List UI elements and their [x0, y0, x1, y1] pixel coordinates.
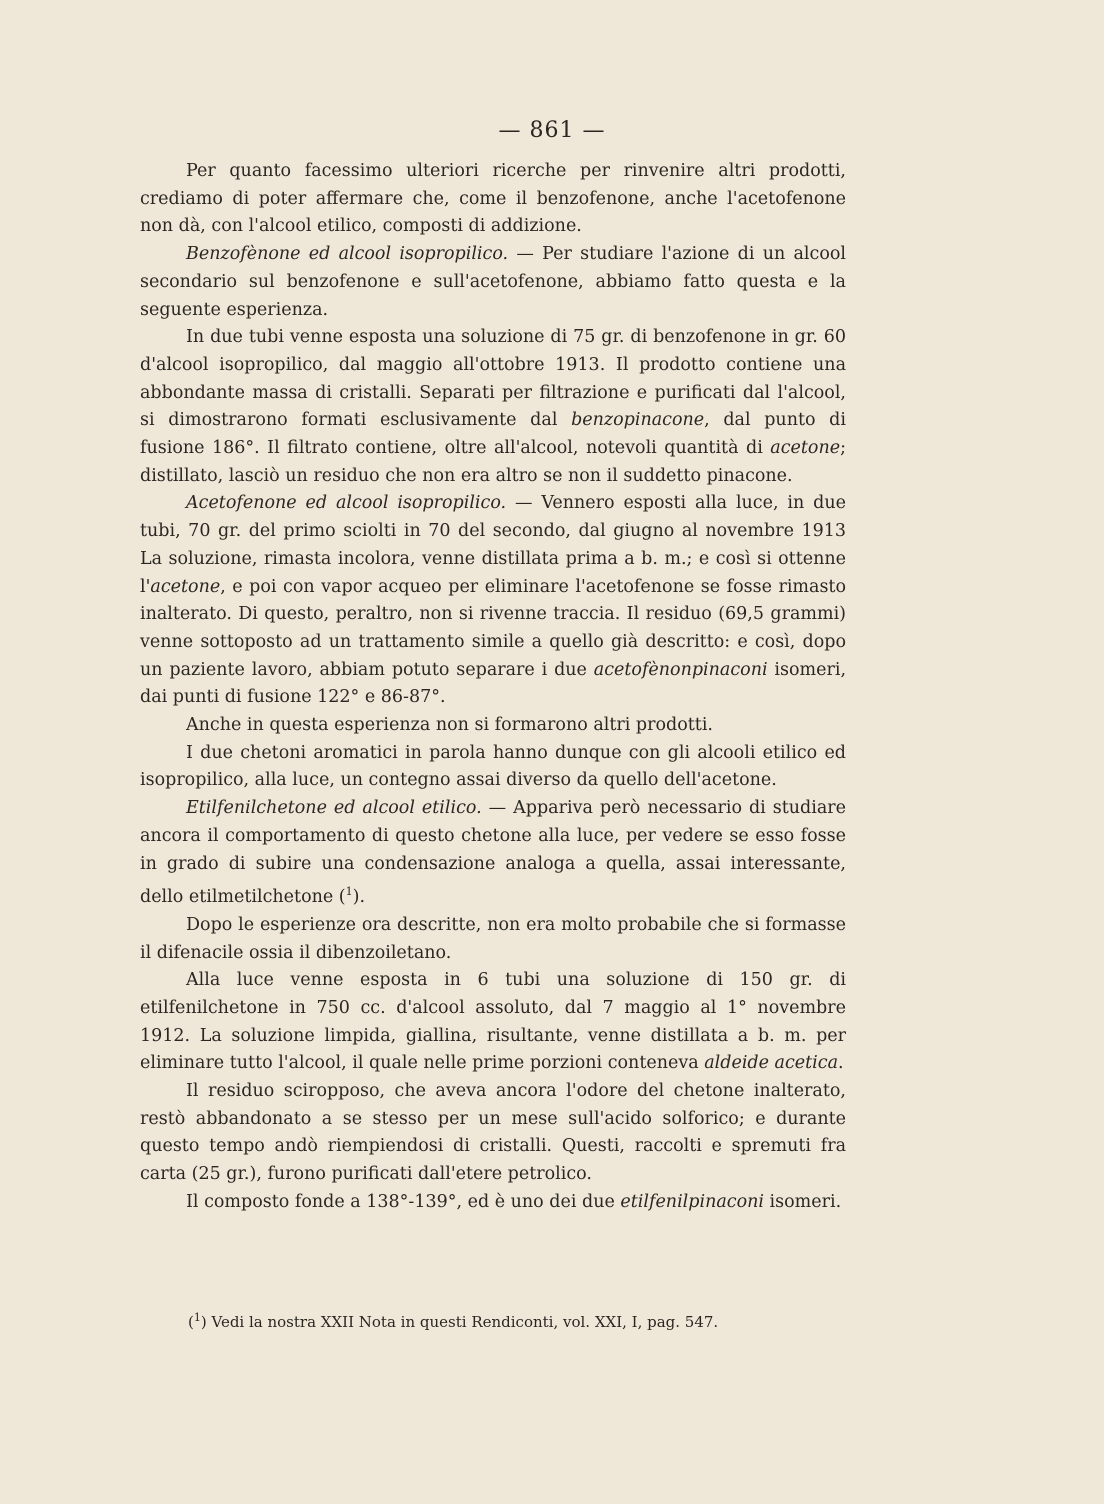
page-number: — 861 —: [498, 118, 606, 143]
italic-segment: benzopinacone: [571, 410, 705, 431]
text-segment: ).: [352, 887, 366, 908]
paragraph-p5: [140, 712, 846, 740]
text-segment: — Appariva però necessario di studiare ancora il comportamento di questo chetone alla luce, per vedere se esso fosse in grado di subire una condensazione analoga a quella, assai interessante, dello etilmetilchetone (: [140, 798, 846, 908]
text-segment: Alla luce venne esposta in 6 tubi una soluzione di 150 gr. di etilfenilchetone in 750 cc. d'alcool assoluto, dal 7 maggio al 1° novembre 1912. La soluzione limpida, giallina, risultante, venne distillata a b. m. per eliminare tutto l'alcool, il quale nelle prime porzioni conteneva: [140, 970, 846, 1074]
text-segment: In due tubi venne esposta una soluzione di 75 gr. di benzofenone in gr. 60 d'alcool isopropilico, dal maggio all'ottobre 1913. Il prodotto contiene una abbondante massa di cristalli. Separati per filtrazione e purificati dal l'alcool, si dimostrarono formati esclusivamente dal: [140, 327, 846, 431]
italic-segment: acetone: [150, 576, 221, 597]
paragraph-p4: [140, 490, 846, 712]
main-text: [140, 158, 846, 1217]
italic-segment: aldeide acetica: [704, 1053, 838, 1074]
footnote: ($^1$) Vedi la nostra XXII Nota in questi Rendiconti, vol. XXI, I, pag. 547.: [188, 1311, 719, 1331]
text-segment: Dopo le esperienze ora descritte, non era molto probabile che si formasse il difenacile ossia il dibenzoiletano.: [140, 914, 846, 963]
footnote-mark: 1: [193, 1311, 201, 1324]
paragraph-p1: [140, 158, 846, 241]
text-segment: I due chetoni aromatici in parola hanno dunque con gli alcooli etilico ed isopropilico, alla luce, un contegno assai diverso da quello dell'acetone.: [140, 742, 846, 791]
text-segment: Anche in questa esperienza non si formarono altri prodotti.: [186, 715, 713, 736]
italic-segment: Etilfenilchetone ed alcool etilico.: [186, 798, 482, 819]
paragraph-p11: [140, 1189, 846, 1217]
text-segment: — Vennero esposti alla luce, in due tubi, 70 gr. del primo sciolti in 70 del secondo, dal giugno al novembre 1913 La soluzione, rimasta incolora, venne distillata prima a b. m.; e così si ottenne l': [140, 493, 846, 597]
italic-segment: Benzofènone ed alcool isopropilico.: [186, 244, 509, 265]
text-segment: .: [838, 1053, 844, 1074]
paragraph-p10: [140, 1078, 846, 1189]
italic-segment: Acetofenone ed alcool isopropilico.: [186, 493, 507, 514]
text-segment: isomeri, dai punti di fusione 122° e 86-87°.: [140, 659, 847, 708]
paragraph-p2: [140, 241, 846, 324]
footnote-text: Vedi la nostra XXII Nota in questi Rendiconti, vol. XXI, I, pag. 547.: [211, 1313, 719, 1331]
text-segment: — Per studiare l'azione di un alcool secondario sul benzofenone e sull'acetofenone, abbiamo fatto questa e la seguente esperienza.: [140, 244, 846, 320]
text-segment: , e poi con vapor acqueo per eliminare l'acetofenone se fosse rimasto inalterato. Di questo, peraltro, non si rivenne traccia. Il residuo (69,5 grammi) venne sottoposto ad un trattamento simile a quello già descritto: e così, dopo un paziente lavoro, abbiam potuto separare i due: [140, 576, 846, 680]
text-segment: isomeri.: [763, 1191, 842, 1212]
paragraph-p8: [140, 912, 846, 967]
paragraph-p6: [140, 740, 846, 795]
paragraph-p3: [140, 324, 846, 490]
paragraph-p9: [140, 967, 846, 1078]
text-segment: ; distillato, lasciò un residuo che non era altro se non il suddetto pinacone.: [140, 438, 846, 486]
italic-segment: acetofènonpinaconi: [593, 659, 768, 680]
text-segment: Il composto fonde a 138°-139°, ed è uno dei due: [186, 1191, 621, 1212]
text-segment: Il residuo sciropposo, che aveva ancora l'odore del chetone inalterato, restò abbandonato a se stesso per un mese sull'acido solforico; e durante questo tempo andò riempiendosi di cristalli. Questi, raccolti e spremuti fra carta (25 gr.), furono purificati dall'etere petrolico.: [140, 1081, 846, 1185]
italic-segment: acetone: [770, 438, 841, 459]
paragraph-p7: [140, 795, 846, 912]
text-segment: , dal punto di fusione 186°. Il filtrato contiene, oltre all'alcool, notevoli quantità di: [140, 410, 846, 459]
text-segment: Per quanto facessimo ulteriori ricerche per rinvenire altri prodotti, crediamo di poter affermare che, come il benzofenone, anche l'acetofenone non dà, con l'alcool etilico, composti di addizione.: [140, 161, 846, 237]
footnote-ref: 1: [345, 885, 353, 899]
italic-segment: etilfenilpinaconi: [620, 1191, 764, 1212]
